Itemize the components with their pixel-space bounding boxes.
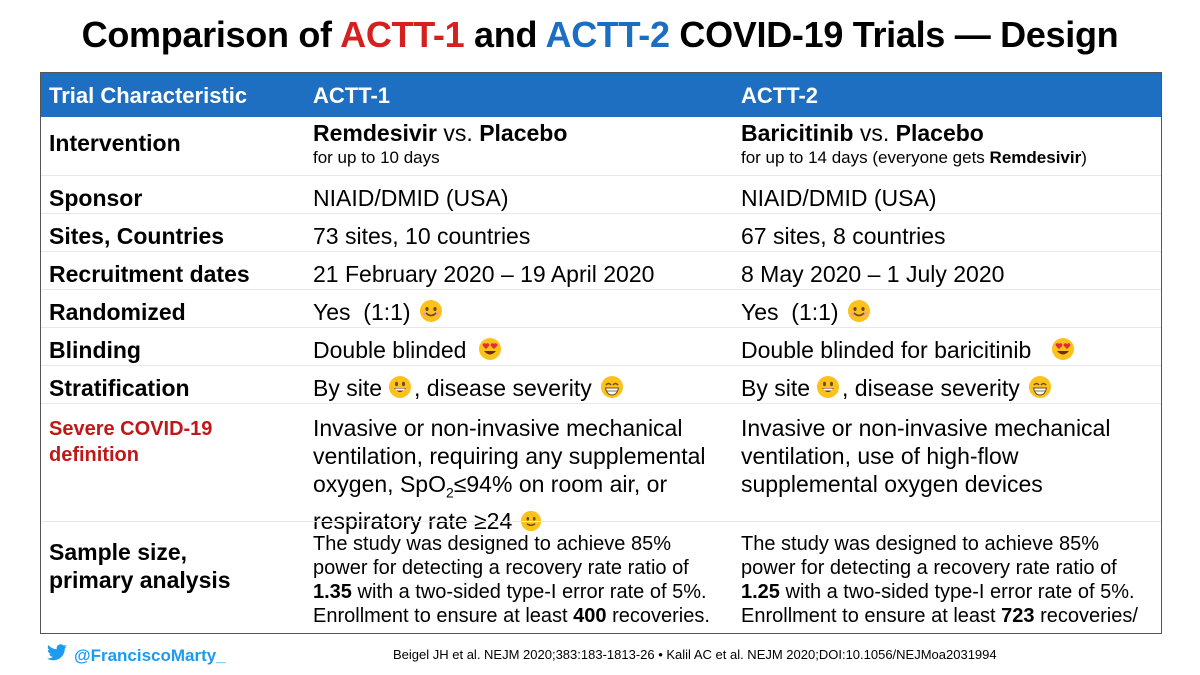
table-row (41, 365, 1161, 404)
table-row (41, 251, 1161, 290)
row-label: Sites, Countries (49, 223, 225, 249)
table-row (41, 327, 1161, 366)
blinding-text: Double blinded for baricitinib (741, 337, 1032, 363)
actt1-randomized (313, 298, 733, 329)
note-text: for up to 14 days (everyone gets (741, 148, 990, 167)
randomized-text: Yes (1:1) (741, 299, 839, 325)
beaming-face-icon (1028, 375, 1052, 405)
smiling-face-icon (847, 299, 871, 329)
drug-name: Remdesivir (313, 120, 438, 146)
recoveries-count: 723 (1001, 605, 1035, 627)
note-text: ) (1081, 148, 1087, 167)
citation: Beigel JH et al. NEJM 2020;383:183-1813-26 • Kalil AC et al. NEJM 2020;DOI:10.1056/NEJMoa2031994 (393, 647, 997, 662)
title-suffix: COVID-19 Trials — Design (669, 14, 1119, 55)
actt1-recruitment: 21 February 2020 – 19 April 2020 (313, 261, 655, 287)
table-row (41, 289, 1161, 328)
randomized-text: Yes (1:1) (313, 299, 411, 325)
heart-eyes-icon (1051, 337, 1075, 367)
grinning-face-icon (388, 375, 412, 405)
twitter-bird-icon (46, 644, 68, 667)
duration-note: for up to 10 days (313, 148, 440, 167)
definition-text: ≤94% on room air, or respiratory rate ≥24 (313, 471, 668, 534)
duration-note (741, 147, 1181, 168)
row-label: Intervention (49, 130, 181, 156)
actt2-sites: 67 sites, 8 countries (741, 223, 946, 249)
table-row (41, 175, 1161, 214)
definition-text: Invasive or non-invasive mechanical ventilation, requiring any supplemental oxygen, SpO (313, 415, 706, 497)
twitter-handle[interactable] (46, 644, 226, 667)
subscript: 2 (445, 484, 454, 501)
rate-ratio: 1.25 (741, 581, 780, 603)
table-row (41, 213, 1161, 252)
actt2-recruitment: 8 May 2020 – 1 July 2020 (741, 261, 1005, 287)
row-label-sample (49, 538, 304, 594)
sample-text: The study was designed to achieve 85% power for detecting a recovery rate ratio of (741, 533, 1117, 579)
header-characteristic: Trial Characteristic (49, 83, 248, 108)
title-actt2: ACTT-2 (545, 14, 670, 55)
by-site-text: By site (741, 375, 811, 401)
smiling-face-icon (419, 299, 443, 329)
beaming-face-icon (600, 375, 624, 405)
actt1-sample-size (313, 532, 723, 628)
table-row (41, 403, 1161, 534)
vs-text: vs. (437, 120, 480, 146)
actt2-intervention (741, 119, 1161, 168)
actt2-sponsor: NIAID/DMID (USA) (741, 185, 937, 211)
label-line: primary analysis (49, 567, 231, 593)
rate-ratio: 1.35 (313, 581, 352, 603)
row-label: Blinding (49, 337, 141, 363)
actt2-blinding (741, 336, 1161, 367)
actt1-sites: 73 sites, 10 countries (313, 223, 531, 249)
placebo-text: Placebo (895, 120, 984, 146)
sample-text: recoveries/ (1034, 605, 1138, 627)
actt1-severe-definition (313, 414, 723, 538)
table-header (41, 73, 1161, 117)
note-bold: Remdesivir (989, 148, 1082, 167)
footer (0, 640, 1200, 670)
row-label: Randomized (49, 299, 186, 325)
page-title (0, 14, 1200, 56)
actt1-stratification (313, 374, 733, 405)
sample-text: The study was designed to achieve 85% power for detecting a recovery rate ratio of (313, 533, 689, 579)
actt2-stratification (741, 374, 1161, 405)
severity-text: , disease severity (414, 375, 592, 401)
comparison-table (40, 72, 1162, 634)
header-actt1: ACTT-1 (313, 83, 390, 108)
row-label: Stratification (49, 375, 190, 401)
sample-text: with a two-sided type-I error rate of 5%. Enrollment to ensure at least (741, 581, 1135, 627)
header-actt2: ACTT-2 (741, 83, 818, 108)
title-actt1: ACTT-1 (340, 14, 465, 55)
row-label-severe (49, 416, 304, 468)
placebo-text: Placebo (479, 120, 568, 146)
recoveries-count: 400 (573, 605, 607, 627)
drug-name: Baricitinib (741, 120, 854, 146)
actt1-blinding (313, 336, 733, 367)
label-line: Severe COVID-19 (49, 418, 213, 440)
label-line: definition (49, 444, 139, 466)
handle-text: @FranciscoMarty_ (74, 645, 226, 665)
table-row (41, 521, 1161, 636)
vs-text: vs. (853, 120, 896, 146)
sample-text: recoveries. (606, 605, 710, 627)
sample-text: with a two-sided type-I error rate of 5%. Enrollment to ensure at least (313, 581, 707, 627)
actt1-intervention (313, 119, 733, 168)
severity-text: , disease severity (842, 375, 1020, 401)
label-line: Sample size, (49, 539, 188, 565)
heart-eyes-icon (478, 337, 502, 367)
row-label: Sponsor (49, 185, 143, 211)
by-site-text: By site (313, 375, 383, 401)
row-label: Recruitment dates (49, 261, 250, 287)
actt2-sample-size (741, 532, 1151, 628)
title-mid: and (464, 14, 546, 55)
table-row (41, 117, 1161, 175)
actt2-severe-definition: Invasive or non-invasive mechanical ventilation, use of high-flow supplemental oxygen devices (741, 415, 1111, 497)
title-prefix: Comparison of (81, 14, 341, 55)
actt1-sponsor: NIAID/DMID (USA) (313, 185, 509, 211)
blinding-text: Double blinded (313, 337, 467, 363)
actt2-randomized (741, 298, 1161, 329)
grinning-face-icon (816, 375, 840, 405)
